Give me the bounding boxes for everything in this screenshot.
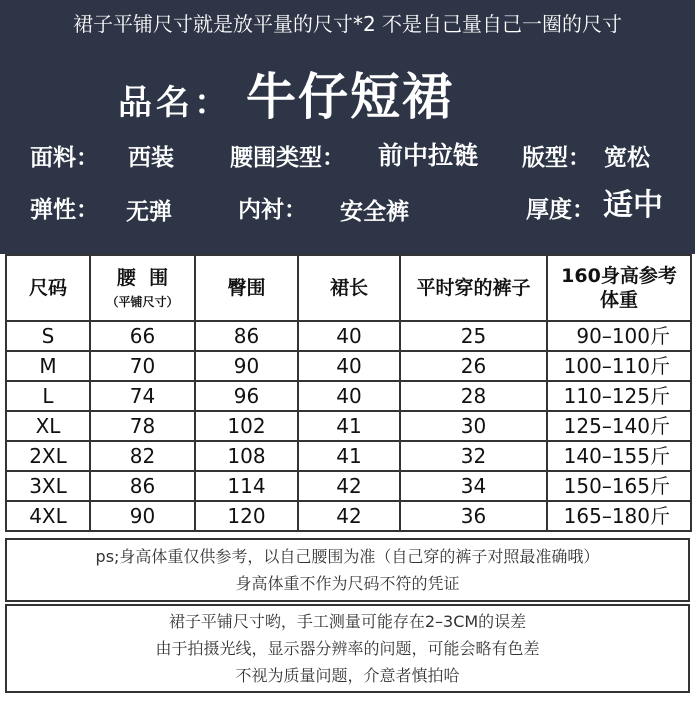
reference-notes [5,538,690,602]
cell-length: 40 [298,351,400,381]
cell-waist: 78 [90,411,195,441]
thickness-value: 适中 [603,188,663,223]
table-row [6,471,691,501]
header-size: 尺码 [6,255,90,321]
cell-length: 40 [298,381,400,411]
note-line: 裙子平铺尺寸哟，手工测量可能存在2–3CM的误差 [168,612,527,631]
size-table-wrap [5,254,690,532]
cell-weight: 165–180斤 [547,501,691,531]
header-waist [90,255,195,321]
thickness-label: 厚度： [526,197,595,223]
cell-pants-size: 28 [400,381,547,411]
note-line: ps;身高体重仅供参考，以自己腰围为准（自己穿的裤子对照最准确哦） [95,547,600,566]
cell-size: L [6,381,90,411]
table-row [6,501,691,531]
cell-waist: 86 [90,471,195,501]
header-pants-size: 平时穿的裤子 [400,255,547,321]
cell-hip: 102 [195,411,298,441]
cell-waist: 90 [90,501,195,531]
fabric-value: 西装 [128,145,174,171]
cell-hip: 90 [195,351,298,381]
elasticity-value: 无弹 [126,199,172,225]
measurement-notes [5,604,690,693]
table-row [6,441,691,471]
table-row [6,321,691,351]
cell-length: 40 [298,321,400,351]
cell-pants-size: 26 [400,351,547,381]
header-hip: 臀围 [195,255,298,321]
lining-label: 内衬： [238,197,307,223]
note-line: 不视为质量问题，介意者慎拍哈 [235,666,460,685]
lining-value: 安全裤 [340,199,409,225]
cell-waist: 66 [90,321,195,351]
note-line: 身高体重不作为尺码不符的凭证 [235,574,460,593]
cell-size: M [6,351,90,381]
cell-hip: 120 [195,501,298,531]
cell-waist: 70 [90,351,195,381]
table-header-row [6,255,691,321]
table-row [6,351,691,381]
fit-value: 宽松 [604,145,650,171]
cell-length: 41 [298,411,400,441]
cell-size: XL [6,411,90,441]
cell-waist: 74 [90,381,195,411]
waist-type-value: 前中拉链 [378,141,479,170]
cell-weight: 110–125斤 [547,381,691,411]
waist-type-label: 腰围类型： [230,145,345,171]
cell-pants-size: 34 [400,471,547,501]
cell-weight: 100–110斤 [547,351,691,381]
cell-pants-size: 36 [400,501,547,531]
cell-length: 42 [298,471,400,501]
elasticity-label: 弹性： [30,197,99,223]
cell-hip: 86 [195,321,298,351]
cell-hip: 96 [195,381,298,411]
cell-size: 3XL [6,471,90,501]
cell-hip: 114 [195,471,298,501]
cell-weight: 90–100斤 [547,321,691,351]
product-label: 品名： [118,83,232,123]
cell-weight: 125–140斤 [547,411,691,441]
cell-pants-size: 30 [400,411,547,441]
cell-weight: 150–165斤 [547,471,691,501]
cell-pants-size: 32 [400,441,547,471]
table-row [6,411,691,441]
note-line: 由于拍摄光线，显示器分辨率的问题，可能会略有色差 [155,639,540,658]
cell-length: 42 [298,501,400,531]
cell-pants-size: 25 [400,321,547,351]
fit-label: 版型： [522,145,591,171]
header-waist-label: 腰 围 [116,267,169,289]
cell-weight: 140–155斤 [547,441,691,471]
cell-size: S [6,321,90,351]
header-waist-note: （平铺尺寸） [106,295,179,309]
header-weight: 160身高参考体重 [547,255,691,321]
cell-size: 4XL [6,501,90,531]
header-length: 裙长 [298,255,400,321]
top-note: 裙子平铺尺寸就是放平量的尺寸*2 不是自己量自己一圈的尺寸 [72,12,623,36]
cell-hip: 108 [195,441,298,471]
size-table [5,254,692,532]
fabric-label: 面料： [30,145,99,171]
product-name: 牛仔短裙 [246,68,454,126]
table-row [6,381,691,411]
cell-waist: 82 [90,441,195,471]
product-name-row [118,62,454,132]
cell-length: 41 [298,441,400,471]
cell-size: 2XL [6,441,90,471]
